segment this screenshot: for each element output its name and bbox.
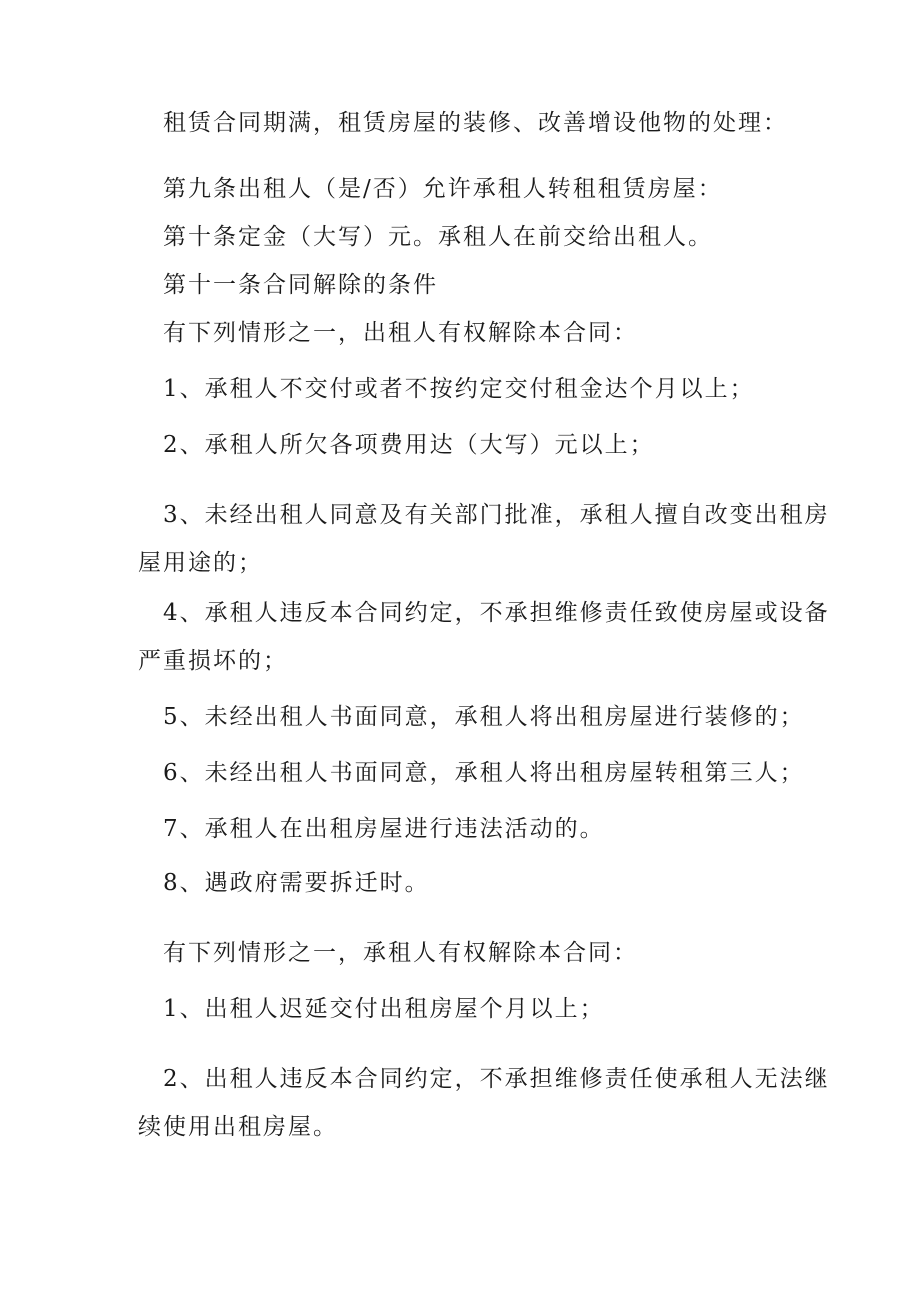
- paragraph-article-10: 第十条定金（大写）元。承租人在前交给出租人。: [163, 224, 713, 250]
- paragraph-lease-expiry: 租赁合同期满，租赁房屋的装修、改善增设他物的处理：: [163, 110, 788, 136]
- list-item-lessor-5: 5、未经出租人书面同意，承租人将出租房屋进行装修的；: [163, 704, 805, 730]
- list-item-lessor-7: 7、承租人在出租房屋进行违法活动的。: [163, 816, 605, 842]
- paragraph-article-11: 第十一条合同解除的条件: [163, 272, 438, 298]
- list-item-lessee-1: 1、出租人迟延交付出租房屋个月以上；: [163, 996, 605, 1022]
- list-item-lessor-6: 6、未经出租人书面同意，承租人将出租房屋转租第三人；: [163, 760, 805, 786]
- list-item-lessor-3: 3、未经出租人同意及有关部门批准，承租人擅自改变出租房: [163, 502, 830, 528]
- list-item-lessee-2: 2、出租人违反本合同约定，不承担维修责任使承租人无法继: [163, 1066, 830, 1092]
- list-item-lessor-4: 4、承租人违反本合同约定，不承担维修责任致使房屋或设备: [163, 600, 830, 626]
- list-item-lessor-3-continued: 屋用途的；: [138, 550, 263, 576]
- list-item-lessee-2-continued: 续使用出租房屋。: [138, 1114, 338, 1140]
- paragraph-lessee-termination-intro: 有下列情形之一，承租人有权解除本合同：: [163, 940, 638, 966]
- list-item-lessor-4-continued: 严重损坏的；: [138, 648, 288, 674]
- paragraph-article-9: 第九条出租人（是/否）允许承租人转租租赁房屋：: [163, 176, 723, 202]
- list-item-lessor-2: 2、承租人所欠各项费用达（大写）元以上；: [163, 432, 655, 458]
- paragraph-lessor-termination-intro: 有下列情形之一，出租人有权解除本合同：: [163, 320, 638, 346]
- list-item-lessor-8: 8、遇政府需要拆迁时。: [163, 870, 430, 896]
- list-item-lessor-1: 1、承租人不交付或者不按约定交付租金达个月以上；: [163, 376, 755, 402]
